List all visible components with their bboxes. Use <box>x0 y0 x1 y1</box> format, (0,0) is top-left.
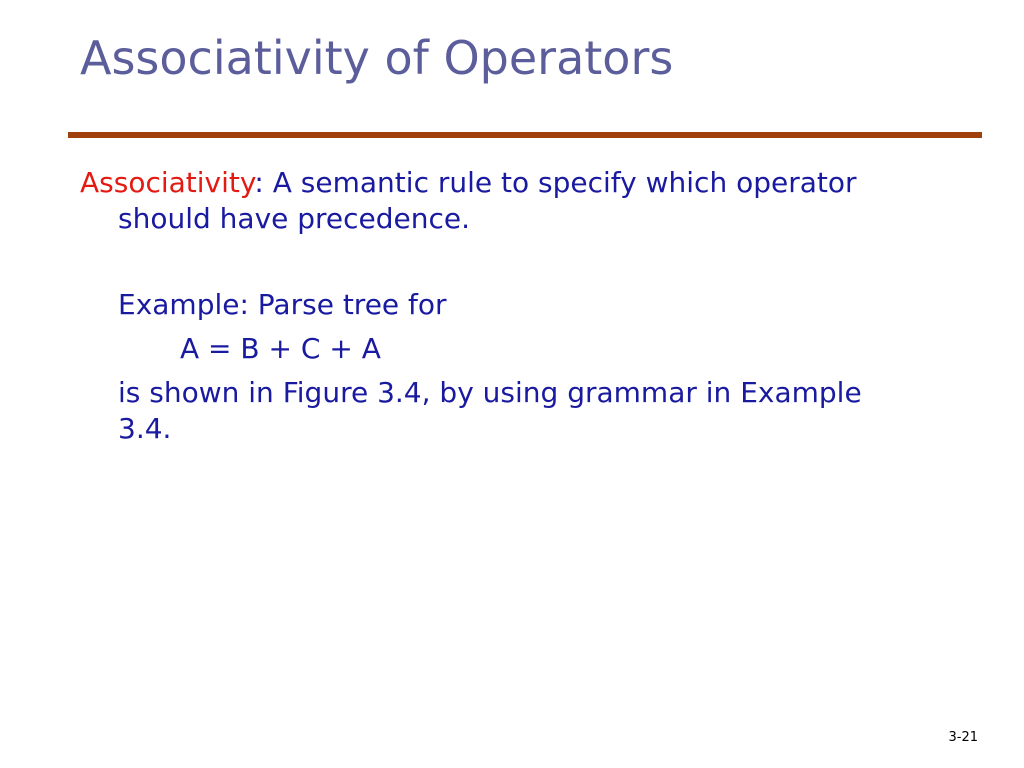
definition-term: Associativity <box>80 166 255 199</box>
page-number: 3-21 <box>948 730 978 745</box>
definition-paragraph <box>80 165 880 237</box>
example-intro: Example: Parse tree for <box>118 288 447 321</box>
title-divider <box>68 132 982 138</box>
example-block <box>80 287 880 447</box>
definition-text: : A semantic rule to specify which operator should have precedence. <box>118 166 857 235</box>
slide-body <box>80 165 880 447</box>
figure-reference: is shown in Figure 3.4, by using grammar in Example 3.4. <box>118 376 862 445</box>
example-formula: A = B + C + A <box>180 332 381 365</box>
slide-title: Associativity of Operators <box>80 31 674 85</box>
